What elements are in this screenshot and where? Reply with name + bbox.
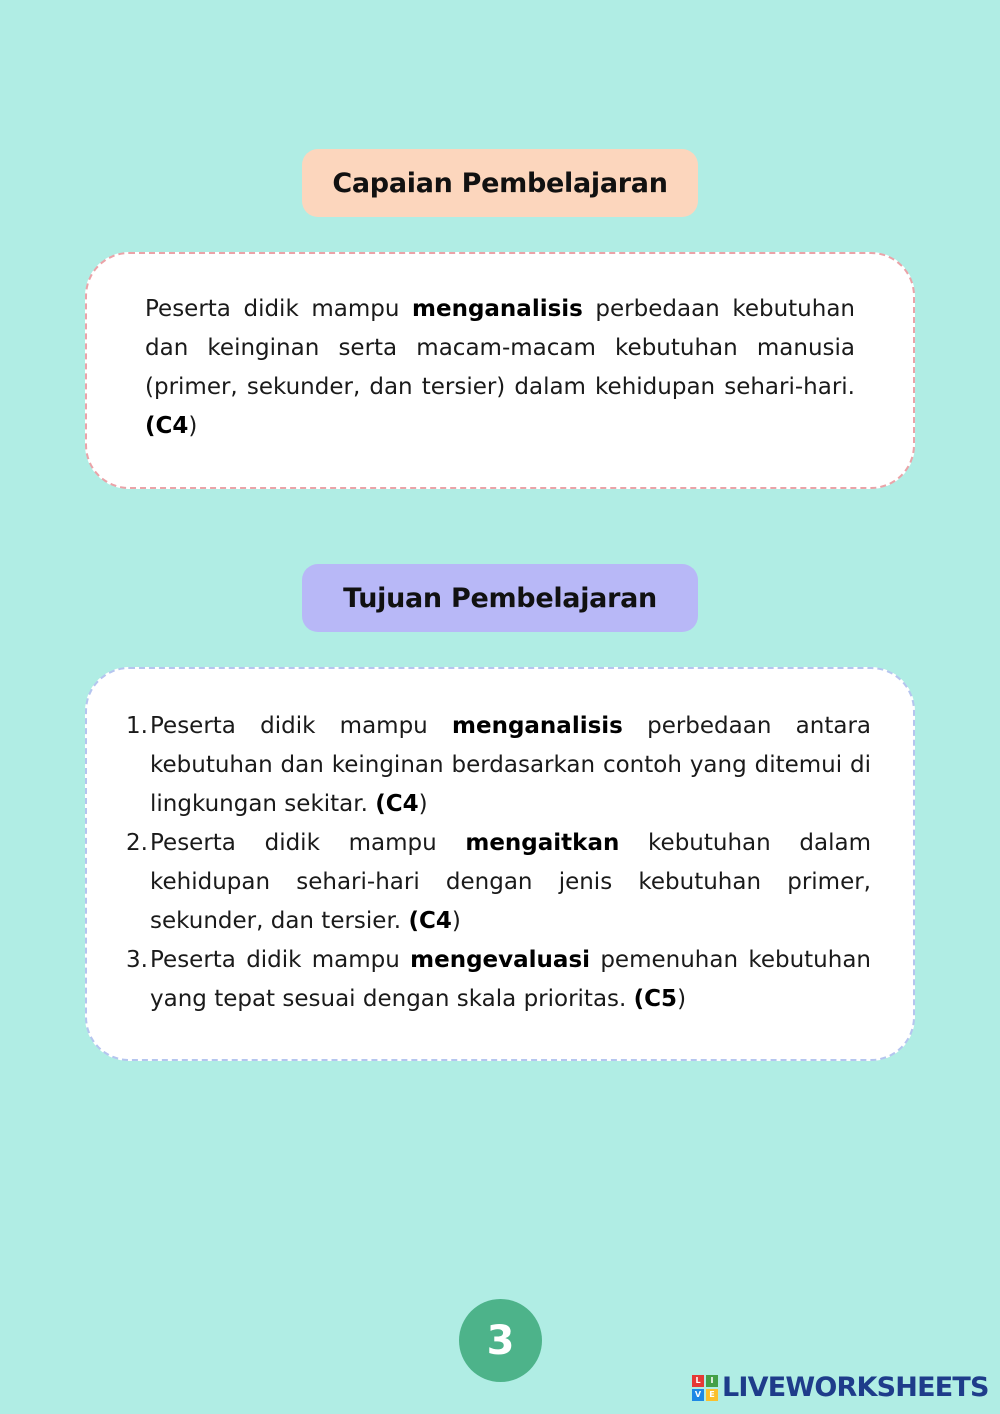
logo-letter: L	[692, 1375, 704, 1387]
capaian-text: Peserta didik mampu menganalisis perbedaan kebutuhan dan keinginan serta macam-macam kebutuhan manusia (primer, sekunder, dan tersier) dalam kehidupan sehari-hari. (C4)	[145, 296, 855, 439]
list-number: 3.	[126, 947, 148, 973]
capaian-card	[85, 252, 915, 489]
capaian-keyword: menganalisis	[412, 296, 583, 322]
tujuan-card	[85, 667, 915, 1061]
list-number: 1.	[126, 713, 148, 739]
objective-level: (C5	[633, 986, 678, 1012]
list-item: 3. Peserta didik mampu mengevaluasi pemenuhan kebutuhan yang tepat sesuai dengan skala prioritas. (C5)	[115, 941, 871, 1019]
objectives-list	[115, 707, 871, 1019]
logo-letter: I	[706, 1375, 718, 1387]
capaian-level: (C4	[145, 413, 189, 439]
objective-keyword: mengaitkan	[465, 830, 620, 856]
tujuan-title: Tujuan Pembelajaran	[343, 582, 657, 614]
page-number-badge	[459, 1299, 542, 1382]
objective-level: (C4	[375, 791, 419, 817]
page-number: 3	[486, 1317, 515, 1364]
tujuan-title-pill	[302, 564, 698, 632]
logo-letter: E	[706, 1389, 718, 1401]
list-number: 2.	[126, 830, 148, 856]
logo-letter: V	[692, 1389, 704, 1401]
objective-keyword: mengevaluasi	[410, 947, 591, 973]
list-item: 2. Peserta didik mampu mengaitkan kebutuhan dalam kehidupan sehari-hari dengan jenis kebutuhan primer, sekunder, dan tersier. (C4)	[115, 824, 871, 941]
liveworksheets-brand	[692, 1372, 989, 1403]
capaian-title: Capaian Pembelajaran	[332, 167, 668, 199]
objective-keyword: menganalisis	[452, 713, 623, 739]
capaian-title-pill	[302, 149, 698, 217]
brand-name: LIVEWORKSHEETS	[722, 1372, 989, 1403]
liveworksheets-logo-icon	[692, 1375, 718, 1401]
objective-level: (C4	[408, 908, 452, 934]
list-item: 1. Peserta didik mampu menganalisis perbedaan antara kebutuhan dan keinginan berdasarkan contoh yang ditemui di lingkungan sekitar. (C4)	[115, 707, 871, 824]
